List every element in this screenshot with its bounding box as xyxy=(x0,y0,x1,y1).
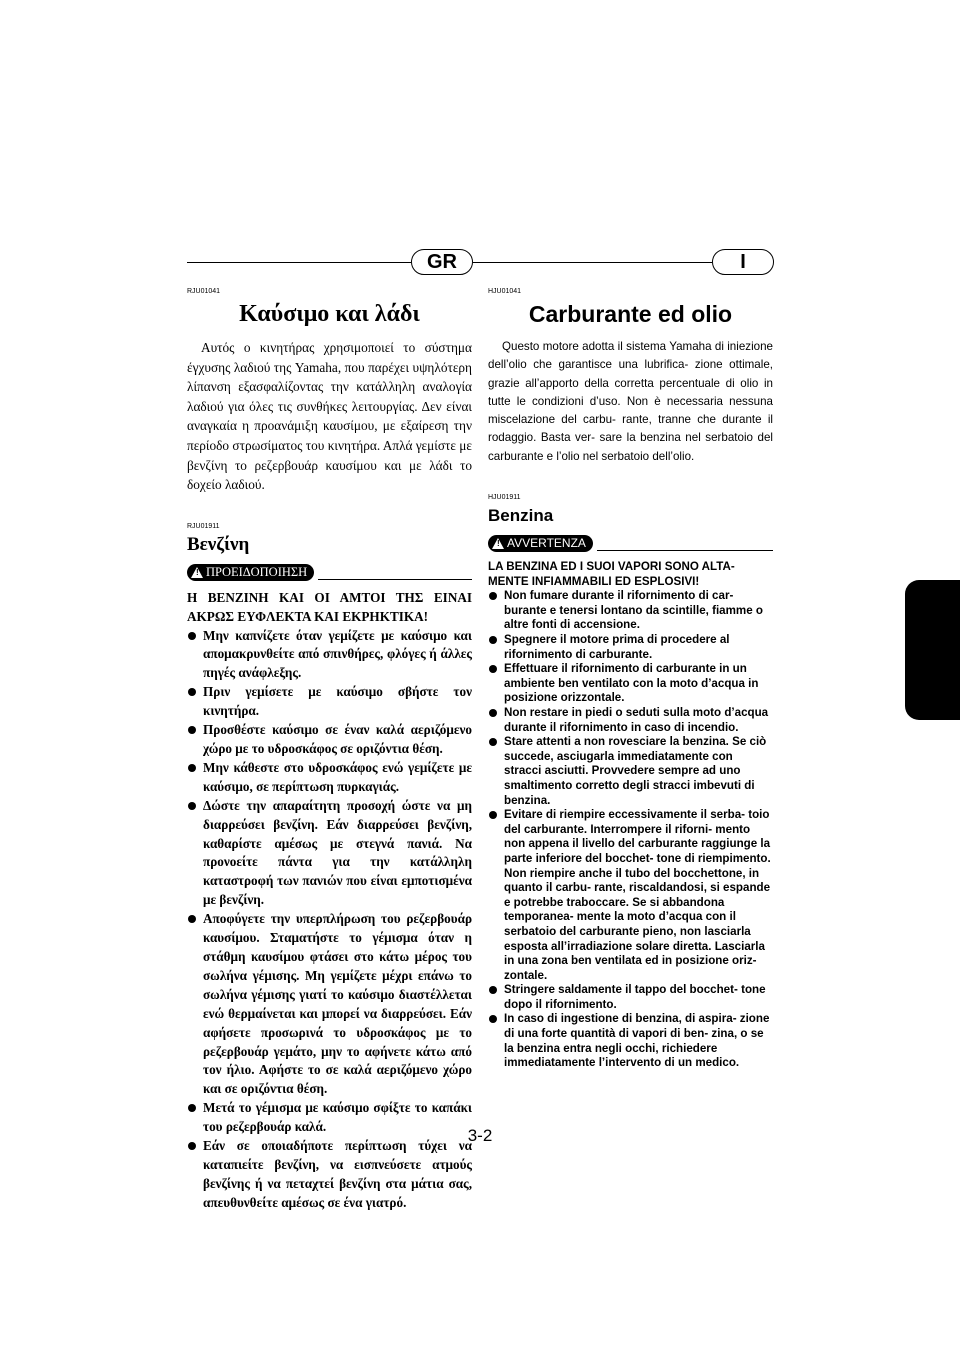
list-item: Πριν γεμίσετε με καύσιμο σβήστε τον κινητήρα. xyxy=(187,683,472,721)
bullet-icon xyxy=(489,636,497,644)
list-item: Δώστε την απαραίτητη προσοχή ώστε να μη διαρρεύσει βενζίνη. Εάν διαρρεύσει βενζίνη, καθαρίστε αμέσως με στεγνά πανιά. Να προνοείτε πάντα για την κατάλληλη καταστροφή των πανιών που είναι εμποτισμένα με βενζίνη. xyxy=(187,797,472,910)
list-item: Προσθέστε καύσιμο σε έναν καλά αεριζόμενο χώρο με το υδροσκάφος σε οριζόντια θέση. xyxy=(187,721,472,759)
header-rule-middle xyxy=(473,262,712,263)
warning-label: ΠΡΟΕΙΔΟΠΟΙΗΣΗ xyxy=(206,564,308,579)
subsection-code: RJU01911 xyxy=(187,522,220,530)
greek-column xyxy=(187,288,472,1213)
section-tab xyxy=(905,580,960,720)
bullet-icon xyxy=(188,688,196,696)
warning-badge xyxy=(488,535,593,552)
list-item: Μην καπνίζετε όταν γεμίζετε με καύσιμο και απομακρυνθείτε από σπινθήρες, φλόγες ή άλλες πηγές ανάφλεξης. xyxy=(187,627,472,684)
section-title: Carburante ed olio xyxy=(528,301,733,327)
bullet-icon xyxy=(188,915,196,923)
bullet-icon xyxy=(489,986,497,994)
warning-header xyxy=(488,535,773,552)
language-tag-gr: GR xyxy=(411,249,473,275)
list-item: Non restare in piedi o seduti sulla moto d’acqua durante il rifornimento in caso di incendio. xyxy=(488,706,773,735)
warning-intro: LA BENZINA ED I SUOI VAPORI SONO ALTA- MENTE INFIAMMABILI ED ESPLOSIVI! xyxy=(488,560,735,588)
section-code: HJU01041 xyxy=(488,288,522,295)
warning-rule xyxy=(318,579,472,580)
bullet-icon xyxy=(188,726,196,734)
bullet-icon xyxy=(188,802,196,810)
bullet-icon xyxy=(489,709,497,717)
warning-badge xyxy=(187,564,314,581)
subsection-title: Benzina xyxy=(488,506,554,526)
bullet-icon xyxy=(489,665,497,673)
subsection-code: HJU01911 xyxy=(488,494,521,502)
page-number: 3-2 xyxy=(467,1126,493,1145)
list-item: Μετά το γέμισμα με καύσιμο σφίξτε το καπάκι του ρεζερβουάρ καλά. xyxy=(187,1099,472,1137)
bullet-icon xyxy=(188,1104,196,1112)
language-tag-i: I xyxy=(712,249,774,275)
warning-rule xyxy=(597,550,773,551)
section-code: RJU01041 xyxy=(187,288,221,295)
list-item: Stringere saldamente il tappo del bocchet- tone dopo il rifornimento. xyxy=(488,983,773,1012)
warning-list xyxy=(488,589,773,1071)
list-item: Αποφύγετε την υπερπλήρωση του ρεζερβουάρ καυσίμου. Σταματήστε το γέμισμα όταν η στάθμη καυσίμου φτάσει στο κάτω μέρος του σωλήνα γέμισης. Μη γεμίζετε μέχρι επάνω το σωλήνα γέμισης γιατί το καύσιμο διαστέλλεται ενώ θερμαίνεται και μπορεί να διαρρεύσει. Εάν αφήσετε προσωρινά το υδροσκάφος με το ρεζερβουάρ γεμάτο, μην το αφήνετε κάτω από τον ήλιο. Αφήστε το σε καλά αεριζόμενο χώρο και σε οριζόντια θέση. xyxy=(187,910,472,1099)
section-body: Αυτός ο κινητήρας χρησιμοποιεί το σύστημα έγχυσης λαδιού της Yamaha, που παρέχει υψηλότερη λίπανση εξασφαλίζοντας την κατάλληλη αναλογία λαδιού για όλες τις συνθήκες λειτουργίας. Δεν είναι αναγκαία η προανάμιξη καυσίμου, με εξαίρεση την περίοδο στρωσίματος του κινητήρα. Απλά γεμίστε με βενζίνη το ρεζερβουάρ καυσίμου και με λάδι το δοχείο λαδιού. xyxy=(187,340,472,493)
bullet-icon xyxy=(188,632,196,640)
list-item: Non fumare durante il rifornimento di car- burante e tenersi lontano da scintille, fiamme o altre fonti di accensione. xyxy=(488,589,773,633)
list-item: Stare attenti a non rovesciare la benzina. Se ciò succede, asciugarla immediatamente con stracci asciutti. Provvedere sempre ad uno smaltimento corretto degli stracci imbevuti di benzina. xyxy=(488,735,773,808)
warning-label: AVVERTENZA xyxy=(507,536,586,551)
list-item: Spegnere il motore prima di procedere al rifornimento di carburante. xyxy=(488,633,773,662)
subsection-title: Βενζίνη xyxy=(187,533,250,555)
section-body: Questo motore adotta il sistema Yamaha di iniezione dell’olio che garantisce una lubrifica- zione ottimale, grazie all’apporto della corretta percentuale di olio in tutte le condizioni d’uso. Non è necessaria nessuna miscelazione del carbu- rante, tranne che durante il rodaggio. Basta ver- sare la benzina nel serbatoio del carburante e l’olio nel serbatoio dell’olio. xyxy=(488,340,773,463)
list-item: Effettuare il rifornimento di carburante in un ambiente ben ventilato con la moto d’acqua in posizione orizzontale. xyxy=(488,662,773,706)
warning-triangle-icon: ! xyxy=(191,567,203,578)
bullet-icon xyxy=(489,1015,497,1023)
bullet-icon xyxy=(489,738,497,746)
list-item: Εάν σε οποιαδήποτε περίπτωση τύχει να καταπιείτε βενζίνη, να εισπνεύσετε ατμούς βενζίνης ή να πεταχτεί βενζίνη στα μάτια σας, απευθυνθείτε αμέσως σε ένα γιατρό. xyxy=(187,1137,472,1213)
warning-header xyxy=(187,564,472,581)
warning-list xyxy=(187,627,472,1213)
section-title: Καύσιμο και λάδι xyxy=(239,301,420,327)
bullet-icon xyxy=(489,811,497,819)
bullet-icon xyxy=(188,764,196,772)
list-item: Evitare di riempire eccessivamente il serba- toio del carburante. Interrompere il riforni- mento non appena il livello del carburante raggiunge la parte inferiore del bocchet- tone di riempimento. Non riempire anche il tubo del bocchettone, in quanto il carbu- rante, riscaldandosi, si espande e potrebbe traboccare. Se si abbandona temporanea- mente la moto d’acqua con il serbatoio del carburante pieno, non lasciarla esposta all’irradiazione solare diretta. Lasciarla in una zona ben ventilata ed in posizione oriz- zontale. xyxy=(488,808,773,983)
warning-intro: Η ΒΕΝΖΙΝΗ ΚΑΙ ΟΙ ΑΜΤΟΙ ΤΗΣ ΕΙΝΑΙ ΑΚΡΩΣ ΕΥΦΛΕΚΤΑ ΚΑΙ ΕΚΡΗΚΤΙΚΑ! xyxy=(187,589,472,624)
warning-triangle-icon: ! xyxy=(492,538,504,549)
header-rule-left xyxy=(187,262,411,263)
italian-column xyxy=(488,288,773,1071)
list-item: In caso di ingestione di benzina, di aspira- zione di una forte quantità di vapori di ben- zina, o se la benzina entra negli occhi, richiedere immediatamente l’intervento di un medico. xyxy=(488,1012,773,1070)
bullet-icon xyxy=(489,592,497,600)
list-item: Μην κάθεστε στο υδροσκάφος ενώ γεμίζετε με καύσιμο, σε περίπτωση πυρκαγιάς. xyxy=(187,759,472,797)
